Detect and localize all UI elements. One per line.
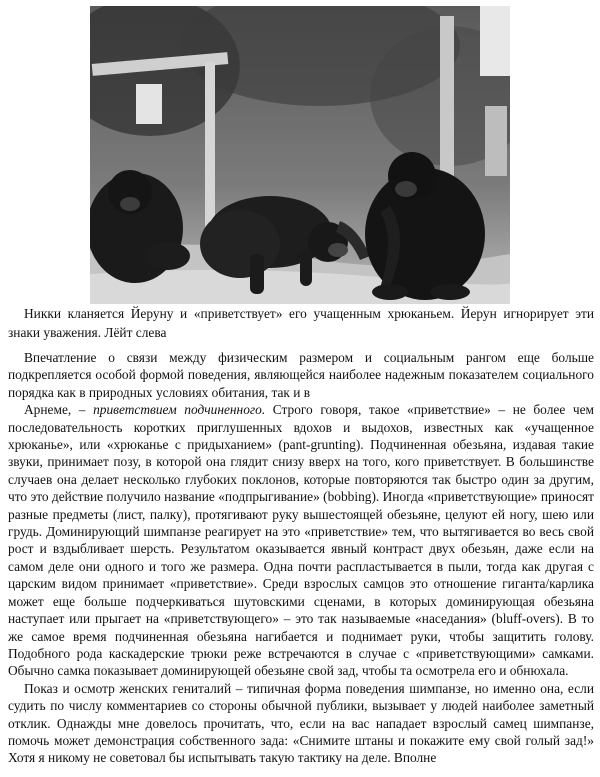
greeting-term: приветствием подчиненного. — [93, 402, 266, 418]
photo-chimpanzees-illustration — [90, 6, 510, 304]
paragraph-lead: Арнеме, – — [24, 402, 94, 418]
paragraph-greeting — [8, 401, 594, 680]
article-body — [8, 349, 594, 767]
figure-caption: Никки кланяется Йеруну и «приветствует» его учащенным хрюканьем. Йерун игнорирует эти знаки уважения. Лёйт слева — [8, 306, 594, 340]
paragraph-size-and-rank: Впечатление о связи между физическим размером и социальным рангом еще больше подкрепляется особой формой поведения, являющейся наиболее надежным показателем социального порядка как в природных условиях обитания, так и в — [8, 350, 594, 400]
chimpanzee-photo — [90, 6, 510, 304]
paragraph-genital-display: Показ и осмотр женских гениталий – типичная форма поведения шимпанзе, но именно она, если судить по числу комментариев со стороны обычной публики, вызывает у людей наиболее заметный отклик. Однажды мне довелось прочитать, что, если на вас нападает взрослый самец шимпанзе, помочь может демонстрация собственного зада: «Снимите штаны и покажите ему свой голый зад!» Хотя я никому не советовал бы испытывать такую тактику на деле. Вполне — [8, 680, 594, 766]
paragraph-rest: Строго говоря, такое «приветствие» – не более чем последовательность коротких приглушенных вдохов и выдохов, известных как «учащенное хрюканье», или «хрюканье с придыханием» (pant-grunting). Подчиненная обезьяна, издавая такие звуки, принимает позу, в которой она глядит снизу вверх на того, кого приветствует. В большинстве случаев она делает несколько глубоких поклонов, которые повторяются так быстро один за другим, что это действие получило название «подпрыгивание» (bobbing). Иногда «приветствующие» приносят разные предметы (лист, палку), протягивают руку вышестоящей обезьяне, целуют ей ногу, шею или грудь. Доминирующий шимпанзе реагирует на это «приветствие» тем, что вытягивается во весь свой рост и вздыбливает шерсть. Результатом оказывается явный контраст двух обезьян, даже если на самом деле они одного и того же размера. Одна почти распластывается в пыли, тогда как другая с царским видом принимает «приветствие». Среди взрослых самцов это отношение гиганта/карлика может еще больше подчеркиваться шутовскими сценами, в которых доминирующая обезьяна наступает или прыгает на «приветствующего» – это так называемые «наседания» (bluff-overs). В то же самое время подчиненная обезьяна нагибается и поднимает руки, чтобы защитить голову. Подобного рода каскадерские трюки реже встречаются в случае с «приветствующими» самками. Обычно самка показывает доминирующей обезьяне свой зад, чтобы та осмотрела его и обнюхала. — [8, 402, 595, 679]
